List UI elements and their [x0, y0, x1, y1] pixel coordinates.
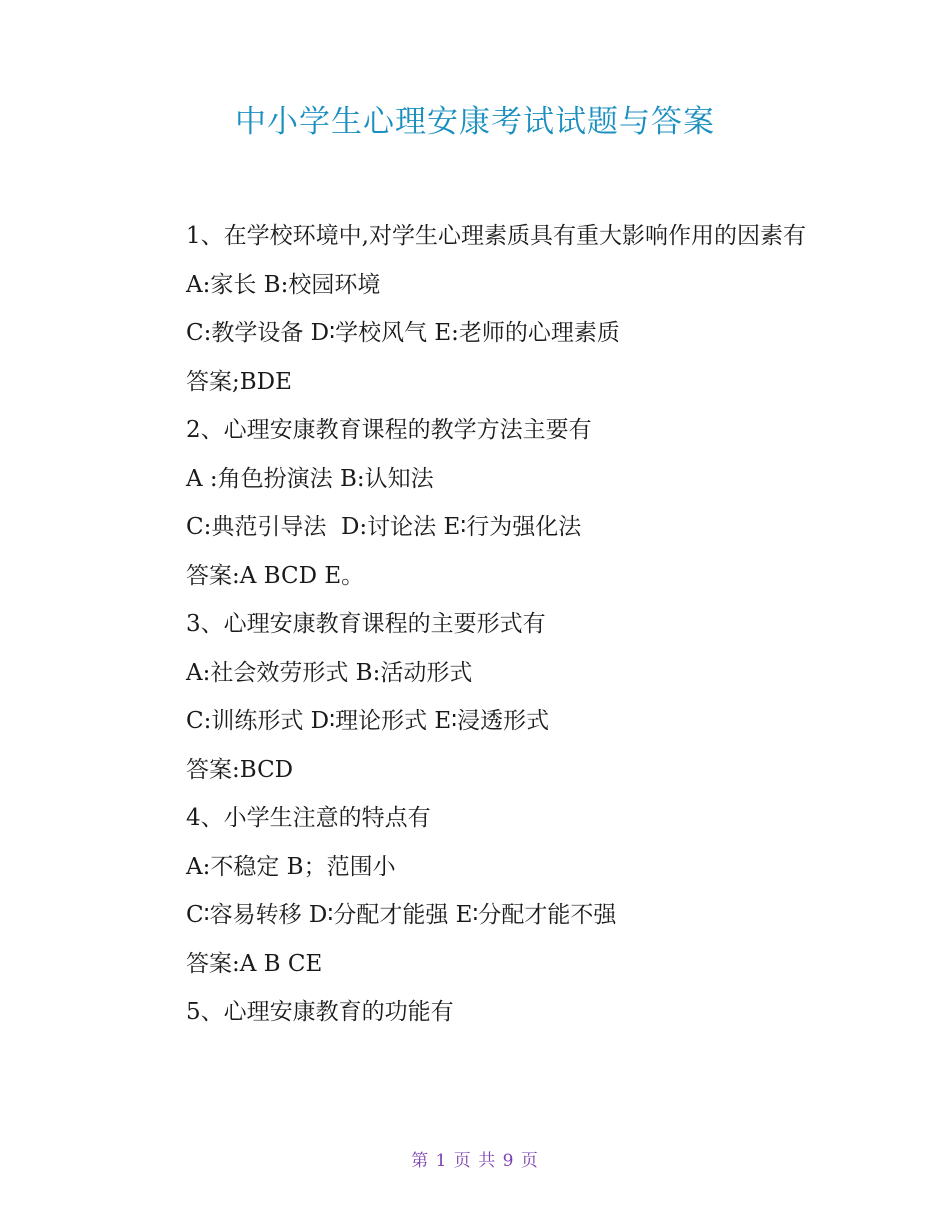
question-2-options-line-1: A :角色扮演法 B:认知法 [186, 465, 434, 492]
question-2-stem: 2、心理安康教育课程的教学方法主要有 [186, 417, 592, 443]
question-2-options-line-2: C:典范引导法 D:讨论法 E∶行为强化法 [186, 514, 582, 540]
question-1-stem: 1、在学校环境中,对学生心理素质具有重大影响作用的因素有 [186, 223, 806, 249]
page-number-text: 第 1 页 共 9 页 [411, 1151, 539, 1171]
question-1-options-line-2: C:教学设备 D∶学校风气 E:老师的心理素质 [186, 320, 620, 346]
question-5-stem: 5、心理安康教育的功能有 [186, 999, 454, 1025]
question-1-options-line-1: A:家长 B:校园环境 [186, 271, 381, 298]
page-footer [0, 1148, 950, 1174]
question-3-options-line-2: C:训练形式 D∶理论形式 E∶浸透形式 [186, 708, 550, 734]
question-2-answer: 答案:A BCD E。 [186, 562, 365, 589]
question-4-stem: 4、小学生注意的特点有 [186, 805, 431, 831]
question-list [140, 212, 820, 1037]
question-1-answer: 答案;BDE [186, 368, 292, 395]
question-3-answer: 答案:BCD [186, 756, 294, 783]
question-3-options-line-1: A:社会效劳形式 B:活动形式 [186, 659, 473, 686]
document-title: 中小学生心理安康考试试题与答案 [235, 104, 715, 140]
question-3-stem: 3、心理安康教育课程的主要形式有 [186, 611, 546, 637]
question-4-options-line-2: C∶容易转移 D∶分配才能强 E∶分配才能不强 [186, 902, 617, 928]
question-4-answer: 答案:A B CE [186, 950, 323, 977]
question-4-options-line-1: A:不稳定 B；范围小 [186, 853, 396, 880]
